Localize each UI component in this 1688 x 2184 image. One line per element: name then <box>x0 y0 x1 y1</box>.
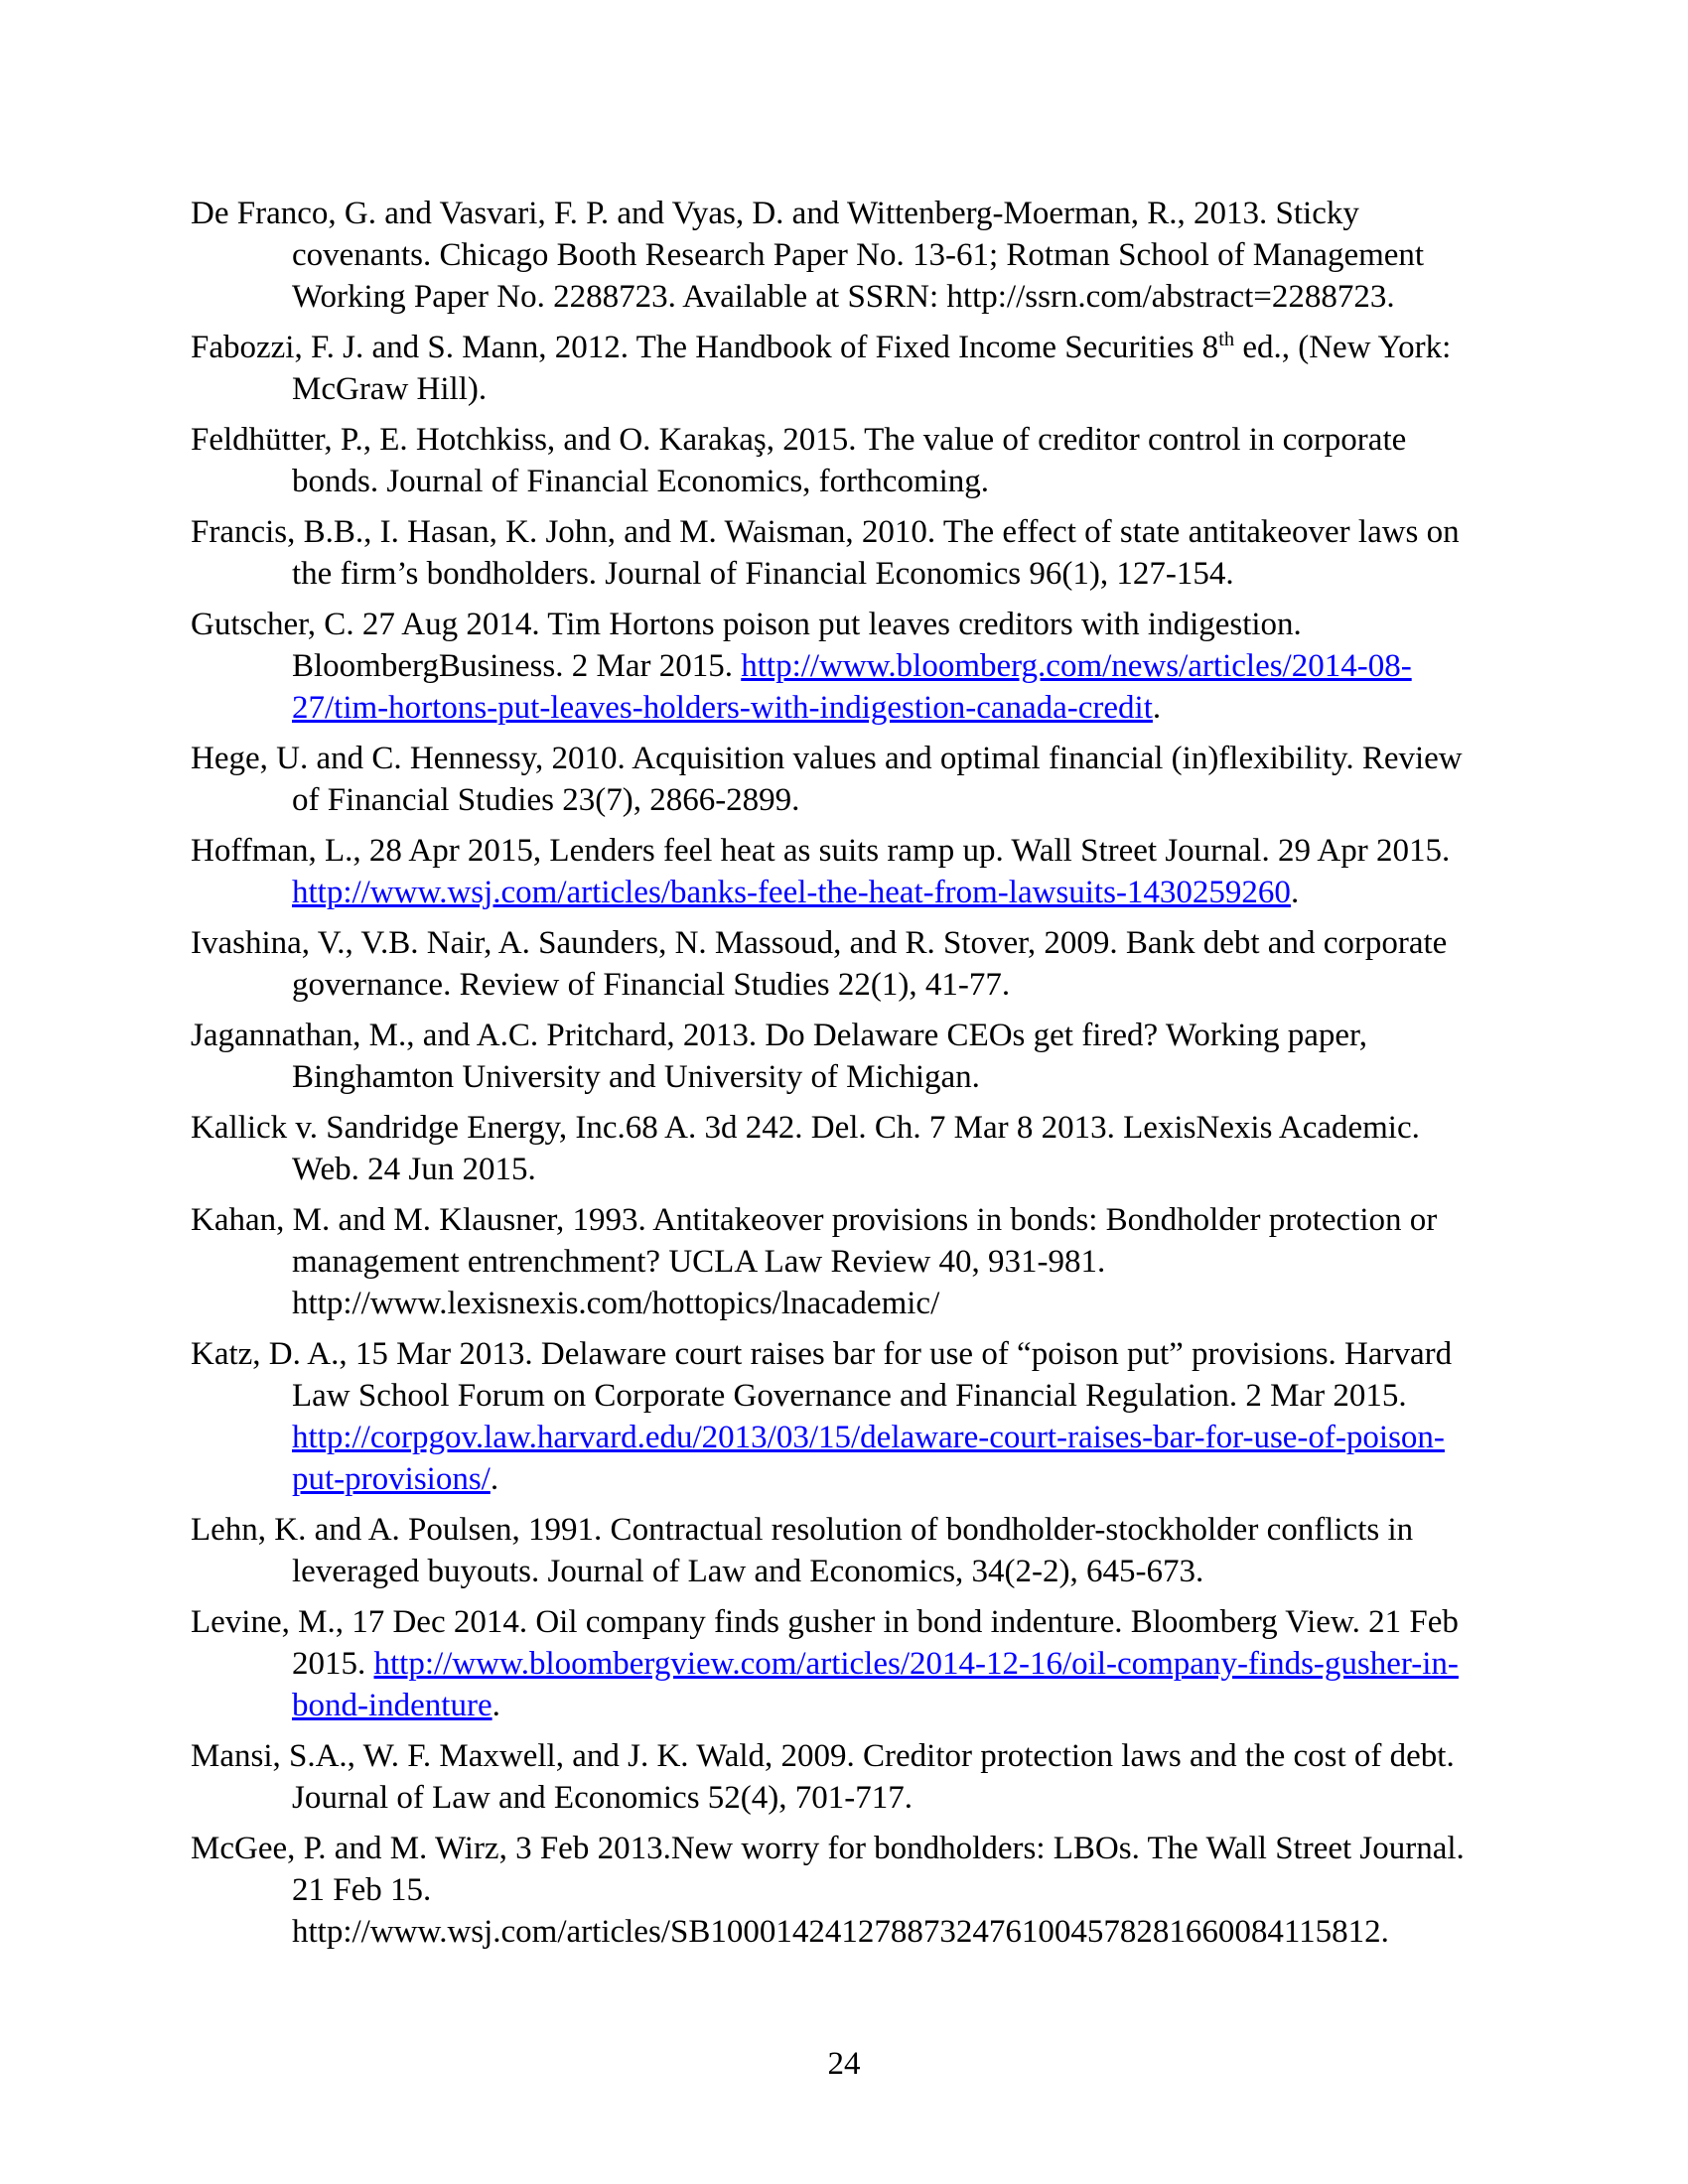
reference-text: McGee, P. and M. Wirz, 3 Feb 2013.New worry for bondholders: LBOs. The Wall Street Journal. 21 Feb 15. http://www.wsj.com/articles/SB10001424127887324761004578281660084115812. <box>191 1831 1465 1950</box>
reference-text: Hege, U. and C. Hennessy, 2010. Acquisition values and optimal financial (in)flexibility. Review of Financial Studies 23(7), 2866-2899. <box>191 741 1463 818</box>
reference-entry <box>191 1601 1489 1726</box>
reference-entry <box>191 193 1489 318</box>
reference-text: Mansi, S.A., W. F. Maxwell, and J. K. Wald, 2009. Creditor protection laws and the cost of debt. Journal of Law and Economics 52(4), 701-717. <box>191 1738 1455 1816</box>
reference-text: Fabozzi, F. J. and S. Mann, 2012. The Handbook of Fixed Income Securities 8 <box>191 330 1219 365</box>
reference-text: Jagannathan, M., and A.C. Pritchard, 2013. Do Delaware CEOs get fired? Working paper, Binghamton University and University of Michigan. <box>191 1018 1367 1095</box>
reference-link[interactable]: http://corpgov.law.harvard.edu/2013/03/15/delaware-court-raises-bar-for-use-of-poison-put-provisions/ <box>292 1420 1445 1497</box>
reference-entry <box>191 1828 1489 1953</box>
reference-entry <box>191 511 1489 595</box>
reference-text: Gutscher, C. 27 Aug 2014. Tim Hortons poison put leaves creditors with indigestion. BloombergBusiness. 2 Mar 2015. <box>191 607 1302 684</box>
reference-text: . <box>1152 690 1162 726</box>
reference-link[interactable]: http://www.bloomberg.com/news/articles/2014-08-27/tim-hortons-put-leaves-holders-with-indigestion-canada-credit <box>292 648 1412 726</box>
reference-entry <box>191 738 1489 821</box>
reference-entry <box>191 1199 1489 1324</box>
reference-text: De Franco, G. and Vasvari, F. P. and Vyas, D. and Wittenberg-Moerman, R., 2013. Sticky covenants. Chicago Booth Research Paper No. 13-61; Rotman School of Management Working Paper No. 2288723. Available at SSRN: http://ssrn.com/abstract=2288723. <box>191 196 1425 315</box>
reference-entry <box>191 830 1489 913</box>
reference-link[interactable]: http://www.bloombergview.com/articles/2014-12-16/oil-company-finds-gusher-in-bond-indenture <box>292 1646 1459 1723</box>
reference-text: Feldhütter, P., E. Hotchkiss, and O. Karakaş, 2015. The value of creditor control in corporate bonds. Journal of Financial Economics, forthcoming. <box>191 422 1407 499</box>
reference-text: Kahan, M. and M. Klausner, 1993. Antitakeover provisions in bonds: Bondholder protection or management entrenchment? UCLA Law Review 40, 931-981. http://www.lexisnexis.com/hottopics/lnacademic/ <box>191 1202 1438 1321</box>
reference-entry <box>191 1735 1489 1819</box>
reference-text: . <box>492 1688 500 1723</box>
reference-text: Hoffman, L., 28 Apr 2015, Lenders feel heat as suits ramp up. Wall Street Journal. 29 Apr 2015. <box>191 833 1451 869</box>
reference-entry <box>191 922 1489 1006</box>
reference-text: . <box>1290 875 1300 910</box>
reference-entry <box>191 1333 1489 1500</box>
reference-entry <box>191 1107 1489 1190</box>
page-number: 24 <box>827 2046 861 2082</box>
reference-text: Katz, D. A., 15 Mar 2013. Delaware court raises bar for use of “poison put” provisions. Harvard Law School Forum on Corporate Governance and Financial Regulation. 2 Mar 2015. <box>191 1336 1453 1414</box>
reference-text: Kallick v. Sandridge Energy, Inc.68 A. 3d 242. Del. Ch. 7 Mar 8 2013. LexisNexis Academic. Web. 24 Jun 2015. <box>191 1110 1420 1187</box>
reference-entry <box>191 419 1489 502</box>
superscript-text: th <box>1218 329 1235 350</box>
reference-text: Lehn, K. and A. Poulsen, 1991. Contractual resolution of bondholder-stockholder conflicts in leveraged buyouts. Journal of Law and Economics, 34(2-2), 645-673. <box>191 1512 1414 1589</box>
reference-entry <box>191 327 1489 410</box>
reference-entry <box>191 1015 1489 1098</box>
reference-link[interactable]: http://www.wsj.com/articles/banks-feel-the-heat-from-lawsuits-1430259260 <box>292 875 1291 910</box>
reference-entry <box>191 1509 1489 1592</box>
reference-text: Ivashina, V., V.B. Nair, A. Saunders, N. Massoud, and R. Stover, 2009. Bank debt and corporate governance. Review of Financial Studies 22(1), 41-77. <box>191 925 1448 1003</box>
reference-text: . <box>490 1461 499 1497</box>
reference-text: Levine, M., 17 Dec 2014. Oil company finds gusher in bond indenture. Bloomberg View. 21 Feb 2015. <box>191 1604 1459 1682</box>
references-list <box>191 193 1489 1962</box>
reference-entry <box>191 604 1489 729</box>
reference-text: ed., (New York: McGraw Hill). <box>292 330 1452 407</box>
reference-text: Francis, B.B., I. Hasan, K. John, and M. Waisman, 2010. The effect of state antitakeover laws on the firm’s bondholders. Journal of Financial Economics 96(1), 127-154. <box>191 514 1460 592</box>
